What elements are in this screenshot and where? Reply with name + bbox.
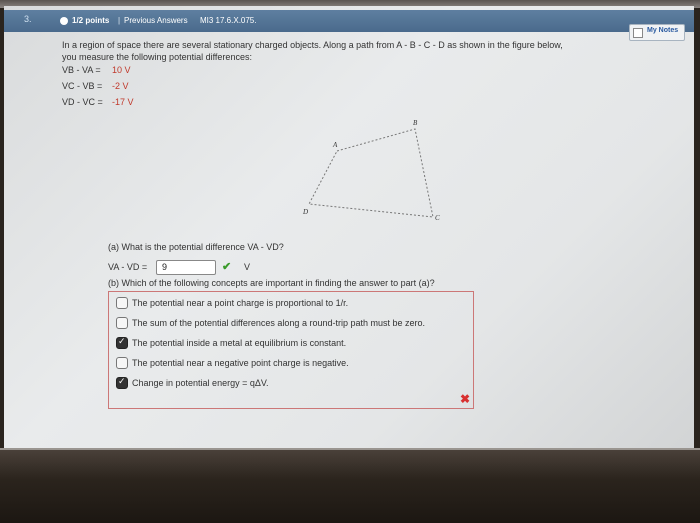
equation-2-value: -2 V: [112, 81, 129, 91]
equation-1-value: 10 V: [112, 65, 131, 75]
problem-intro-line1: In a region of space there are several stationary charged objects. Along a path from A - B - C - D as shown in the figure below,: [62, 40, 563, 50]
my-notes-button[interactable]: [629, 24, 685, 41]
option-5-checkbox[interactable]: [116, 377, 128, 389]
figure-label-d: D: [303, 208, 309, 216]
path-polygon: [309, 129, 433, 217]
x-mark-icon: ✖: [460, 392, 471, 406]
figure-label-a: A: [333, 141, 338, 149]
path-figure: [289, 116, 459, 226]
option-1-checkbox[interactable]: [116, 297, 128, 309]
figure-label-c: C: [435, 214, 440, 222]
question-id: MI3 17.6.X.075.: [200, 16, 257, 25]
part-b-question: (b) Which of the following concepts are important in finding the answer to part (a)?: [108, 278, 435, 288]
option-4-checkbox[interactable]: [116, 357, 128, 369]
previous-answers-link[interactable]: Previous Answers: [124, 16, 188, 25]
option-3-checkbox[interactable]: [116, 337, 128, 349]
header-separator: |: [118, 16, 121, 25]
correct-check-icon: ✔: [222, 261, 232, 273]
points-status-icon: [60, 17, 68, 25]
option-5-label: Change in potential energy = qΔV.: [132, 378, 269, 388]
option-3-label: The potential inside a metal at equilibrium is constant.: [132, 338, 347, 348]
option-2-checkbox[interactable]: [116, 317, 128, 329]
figure-label-b: B: [413, 119, 418, 127]
equation-2-lhs: VC - VB =: [62, 81, 103, 91]
my-notes-checkbox-icon[interactable]: [633, 28, 643, 38]
desk-surface: [0, 450, 700, 523]
part-a-answer-input[interactable]: [156, 260, 216, 275]
my-notes-label: My Notes: [647, 27, 679, 34]
points-label: 1/2 points: [72, 16, 110, 25]
problem-intro-line2: you measure the following potential differences:: [62, 52, 252, 62]
question-header-bar: [4, 10, 694, 32]
equation-1-lhs: VB - VA =: [62, 65, 101, 75]
question-number: 3.: [24, 14, 32, 24]
equation-3-lhs: VD - VC =: [62, 97, 103, 107]
option-2-label: The sum of the potential differences along a round-trip path must be zero.: [132, 318, 426, 328]
part-a-unit: V: [244, 262, 251, 272]
equation-3-value: -17 V: [112, 97, 134, 107]
browser-viewport: [4, 6, 694, 450]
part-a-answer-value: 9: [162, 262, 168, 272]
part-a-question: (a) What is the potential difference VA - VD?: [108, 242, 284, 252]
option-4-label: The potential near a negative point charge is negative.: [132, 358, 349, 368]
part-a-lhs: VA - VD =: [108, 262, 148, 272]
part-b-options-box: [108, 291, 474, 409]
option-1-label: The potential near a point charge is proportional to 1/r.: [132, 298, 349, 308]
